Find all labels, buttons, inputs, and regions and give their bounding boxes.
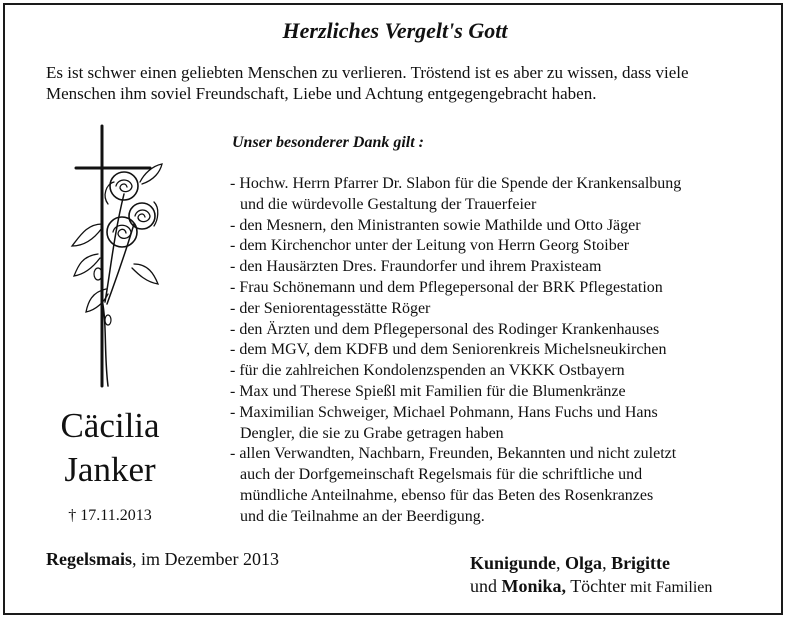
signatory-name: Olga — [565, 553, 603, 573]
signatories-line-1 — [470, 552, 712, 575]
thanks-item — [230, 340, 760, 361]
thanks-item-continuation: auch der Dorfgemeinschaft Regelsmais für die schriftliche und — [240, 466, 643, 484]
place-date — [46, 549, 279, 570]
thanks-item-text: - Max und Therese Spießl mit Familien für die Blumenkränze — [230, 382, 626, 400]
relation: Töchter — [566, 576, 627, 596]
thanks-item — [230, 361, 760, 382]
thanks-item — [230, 257, 760, 278]
deceased-last-name: Janker — [64, 450, 156, 489]
thanks-item-continuation: und die Teilnahme an der Beerdigung. — [240, 507, 485, 525]
thanks-item-text: - den Hausärzten Dres. Fraundorfer und ihrem Praxisteam — [230, 258, 602, 276]
signatory-name: Monika, — [501, 576, 567, 596]
thanks-item-continuation: und die würdevolle Gestaltung der Trauerfeier — [240, 195, 537, 213]
death-date: † 17.11.2013 — [68, 507, 152, 524]
thanks-item-text: - Frau Schönemann und dem Pflegepersonal der BRK Pflegestation — [230, 278, 663, 296]
thanks-item-text: - Maximilian Schweiger, Michael Pohmann, Hans Fuchs und Hans — [230, 403, 658, 421]
cross-with-roses-icon — [62, 124, 172, 394]
date-text: , im Dezember 2013 — [131, 549, 279, 569]
deceased-first-name: Cäcilia — [60, 406, 160, 445]
place-name: Regelsmais — [46, 549, 132, 569]
signatories-line-2 — [470, 575, 712, 599]
thanks-item — [230, 444, 760, 527]
thanks-item — [230, 278, 760, 299]
thanks-item-continuation: mündliche Anteilnahme, ebenso für das Beten des Rosenkranzes — [240, 486, 654, 504]
signatory-name: Brigitte — [611, 553, 671, 573]
conjunction: und — [470, 576, 502, 596]
signatory-name: Kunigunde — [470, 553, 557, 573]
thanks-item-text: - für die zahlreichen Kondolenzspenden an VKKK Ostbayern — [230, 362, 625, 380]
thanks-item — [230, 174, 760, 216]
thanks-item-text: - den Mesnern, den Ministranten sowie Mathilde und Otto Jäger — [230, 216, 641, 234]
thanks-item — [230, 403, 760, 445]
thanks-item-text: - der Seniorentagesstätte Röger — [230, 299, 431, 317]
thanks-heading: Unser besonderer Dank gilt : — [232, 134, 425, 151]
separator: , — [602, 553, 612, 573]
separator: , — [556, 553, 566, 573]
thanks-item — [230, 216, 760, 237]
intro-text — [46, 62, 746, 104]
thanks-item-text: - den Ärzten und dem Pflegepersonal des Rodinger Krankenhauses — [230, 320, 660, 338]
thanks-item-continuation: Dengler, die sie zu Grabe getragen haben — [240, 424, 504, 442]
thanks-list — [230, 174, 760, 528]
thanks-item — [230, 236, 760, 257]
thanks-item — [230, 320, 760, 341]
intro-line: Es ist schwer einen geliebten Menschen zu verlieren. Tröstend ist es aber zu wissen, dass viele — [46, 63, 689, 82]
thanks-item — [230, 382, 760, 403]
thanks-item-text: - Hochw. Herrn Pfarrer Dr. Slabon für die Spende der Krankensalbung — [230, 175, 682, 192]
thanks-item-text: - dem MGV, dem KDFB und dem Seniorenkreis Michelsneukirchen — [230, 341, 667, 359]
thanks-item-text: - allen Verwandten, Nachbarn, Freunden, Bekannten und nicht zuletzt — [230, 445, 677, 463]
signatories — [470, 552, 712, 599]
with-families: mit Familien — [626, 579, 713, 596]
thanks-item — [230, 299, 760, 320]
intro-line: Menschen ihm soviel Freundschaft, Liebe und Achtung entgegengebracht haben. — [46, 84, 597, 103]
thanks-item-text: - dem Kirchenchor unter der Leitung von Herrn Georg Stoiber — [230, 237, 630, 255]
notice-title: Herzliches Vergelt's Gott — [282, 18, 508, 43]
